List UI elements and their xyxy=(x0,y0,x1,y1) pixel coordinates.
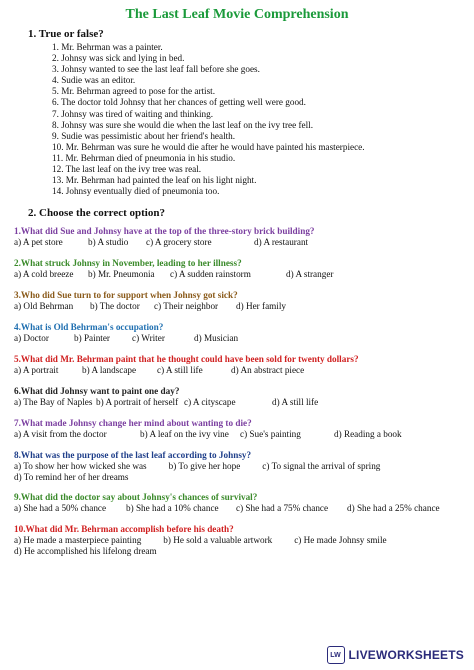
question-block xyxy=(14,386,319,408)
answer-option[interactable]: c) Their neighbor xyxy=(154,301,219,311)
answer-option[interactable]: c) A cityscape xyxy=(184,397,236,407)
section2-heading: 2. Choose the correct option? xyxy=(28,207,165,219)
answer-option[interactable]: a) Doctor xyxy=(14,333,49,343)
liveworksheets-logo-icon: LW xyxy=(327,646,345,664)
question-block xyxy=(14,258,334,280)
answer-option[interactable]: d) She had a 25% chance xyxy=(347,503,440,513)
answer-option[interactable]: c) Writer xyxy=(132,333,165,343)
footer-logo xyxy=(327,644,464,666)
answer-option[interactable]: d) To remind her of her dreams xyxy=(14,472,129,482)
answer-option[interactable]: b) Painter xyxy=(74,333,110,343)
tf-item: 11. Mr. Behrman died of pneumonia in his studio. xyxy=(52,152,236,163)
question-block xyxy=(14,354,359,376)
option-row xyxy=(14,503,440,514)
question-text: 5.What did Mr. Behrman paint that he thought could have been sold for twenty dollars? xyxy=(14,354,359,364)
option-row xyxy=(14,397,319,408)
tf-item: 14. Johnsy eventually died of pneumonia too. xyxy=(52,186,220,197)
answer-option[interactable]: d) A stranger xyxy=(286,269,334,279)
question-block xyxy=(14,290,287,312)
answer-option[interactable]: d) A still life xyxy=(272,397,319,407)
question-text: 6.What did Johnsy want to paint one day? xyxy=(14,386,180,396)
question-text: 4.What is Old Behrman's occupation? xyxy=(14,322,164,332)
answer-option[interactable]: d) Musician xyxy=(194,333,239,343)
answer-option[interactable]: d) A restaurant xyxy=(254,237,309,247)
answer-option[interactable]: b) A leaf on the ivy vine xyxy=(140,429,229,439)
tf-item: 13. Mr. Behrman had painted the leaf on his light night. xyxy=(52,175,257,186)
answer-option[interactable]: b) A studio xyxy=(88,237,129,247)
answer-option[interactable]: a) He made a masterpiece painting xyxy=(14,535,142,545)
question-block xyxy=(14,322,239,344)
answer-option[interactable]: a) A portrait xyxy=(14,365,59,375)
answer-option[interactable]: c) He made Johnsy smile xyxy=(294,535,387,545)
option-row xyxy=(14,461,474,483)
tf-item: 10. Mr. Behrman was sure he would die after he would have painted his masterpiece. xyxy=(52,141,365,152)
true-false-list xyxy=(52,42,365,197)
answer-option[interactable]: d) Her family xyxy=(236,301,287,311)
question-text: 8.What was the purpose of the last leaf according to Johnsy? xyxy=(14,450,252,460)
question-block xyxy=(14,418,402,440)
tf-item: 6. The doctor told Johnsy that her chances of getting well were good. xyxy=(52,97,306,108)
answer-option[interactable]: c) A grocery store xyxy=(146,237,212,247)
question-text: 10.What did Mr. Behrman accomplish before his death? xyxy=(14,524,234,534)
option-row xyxy=(14,365,359,376)
answer-option[interactable]: a) Old Behrman xyxy=(14,301,74,311)
answer-option[interactable]: a) A visit from the doctor xyxy=(14,429,107,439)
option-row xyxy=(14,333,239,344)
tf-item: 5. Mr. Behrman agreed to pose for the artist. xyxy=(52,86,216,97)
answer-option[interactable]: b) Mr. Pneumonia xyxy=(88,269,155,279)
answer-option[interactable]: c) She had a 75% chance xyxy=(236,503,329,513)
question-block xyxy=(14,492,440,514)
tf-item: 7. Johnsy was tired of waiting and thinking. xyxy=(52,108,214,119)
section1-heading: 1. True or false? xyxy=(28,28,104,40)
answer-option[interactable]: b) He sold a valuable artwork xyxy=(163,535,273,545)
answer-option[interactable]: b) A landscape xyxy=(82,365,137,375)
option-row xyxy=(14,301,287,312)
answer-option[interactable]: d) Reading a book xyxy=(334,429,402,439)
answer-option[interactable]: c) A sudden rainstorm xyxy=(170,269,251,279)
option-row xyxy=(14,269,334,280)
answer-option[interactable]: c) A still life xyxy=(157,365,203,375)
tf-item: 2. Johnsy was sick and lying in bed. xyxy=(52,53,185,64)
answer-option[interactable]: d) He accomplished his lifelong dream xyxy=(14,546,157,556)
answer-option[interactable]: a) A cold breeze xyxy=(14,269,74,279)
tf-item: 1. Mr. Behrman was a painter. xyxy=(52,42,163,52)
answer-option[interactable]: b) A portrait of herself xyxy=(96,397,179,407)
tf-item: 12. The last leaf on the ivy tree was real. xyxy=(52,164,202,175)
answer-option[interactable]: b) The doctor xyxy=(90,301,140,311)
question-text: 3.Who did Sue turn to for support when Johnsy got sick? xyxy=(14,290,238,300)
answer-option[interactable]: b) She had a 10% chance xyxy=(126,503,219,513)
question-block xyxy=(14,450,474,483)
question-text: 9.What did the doctor say about Johnsy's chances of survival? xyxy=(14,492,258,502)
answer-option[interactable]: b) To give her hope xyxy=(168,461,241,471)
option-row xyxy=(14,535,474,557)
question-text: 2.What struck Johnsy in November, leading to her illness? xyxy=(14,258,242,268)
worksheet-title: The Last Leaf Movie Comprehension xyxy=(125,7,349,22)
tf-item: 9. Sudie was pessimistic about her friend's health. xyxy=(52,130,236,141)
question-block xyxy=(14,524,474,557)
answer-option[interactable]: c) To signal the arrival of spring xyxy=(262,461,381,471)
question-text: 7.What made Johnsy change her mind about wanting to die? xyxy=(14,418,252,428)
answer-option[interactable]: d) An abstract piece xyxy=(231,365,305,375)
answer-option[interactable]: a) She had a 50% chance xyxy=(14,503,107,513)
answer-option[interactable]: c) Sue's painting xyxy=(240,429,301,439)
answer-option[interactable]: a) A pet store xyxy=(14,237,63,247)
option-row xyxy=(14,237,315,248)
tf-item: 8. Johnsy was sure she would die when the last leaf on the ivy tree fell. xyxy=(52,119,314,130)
option-row xyxy=(14,429,402,440)
answer-option[interactable]: a) To show her how wicked she was xyxy=(14,461,147,471)
tf-item: 4. Sudie was an editor. xyxy=(52,75,136,86)
question-text: 1.What did Sue and Johnsy have at the top of the three-story brick building? xyxy=(14,226,315,236)
answer-option[interactable]: a) The Bay of Naples xyxy=(14,397,93,407)
question-block xyxy=(14,226,315,248)
tf-item: 3. Johnsy wanted to see the last leaf fall before she goes. xyxy=(52,64,260,75)
liveworksheets-logo-text: LIVEWORKSHEETS xyxy=(348,648,464,662)
